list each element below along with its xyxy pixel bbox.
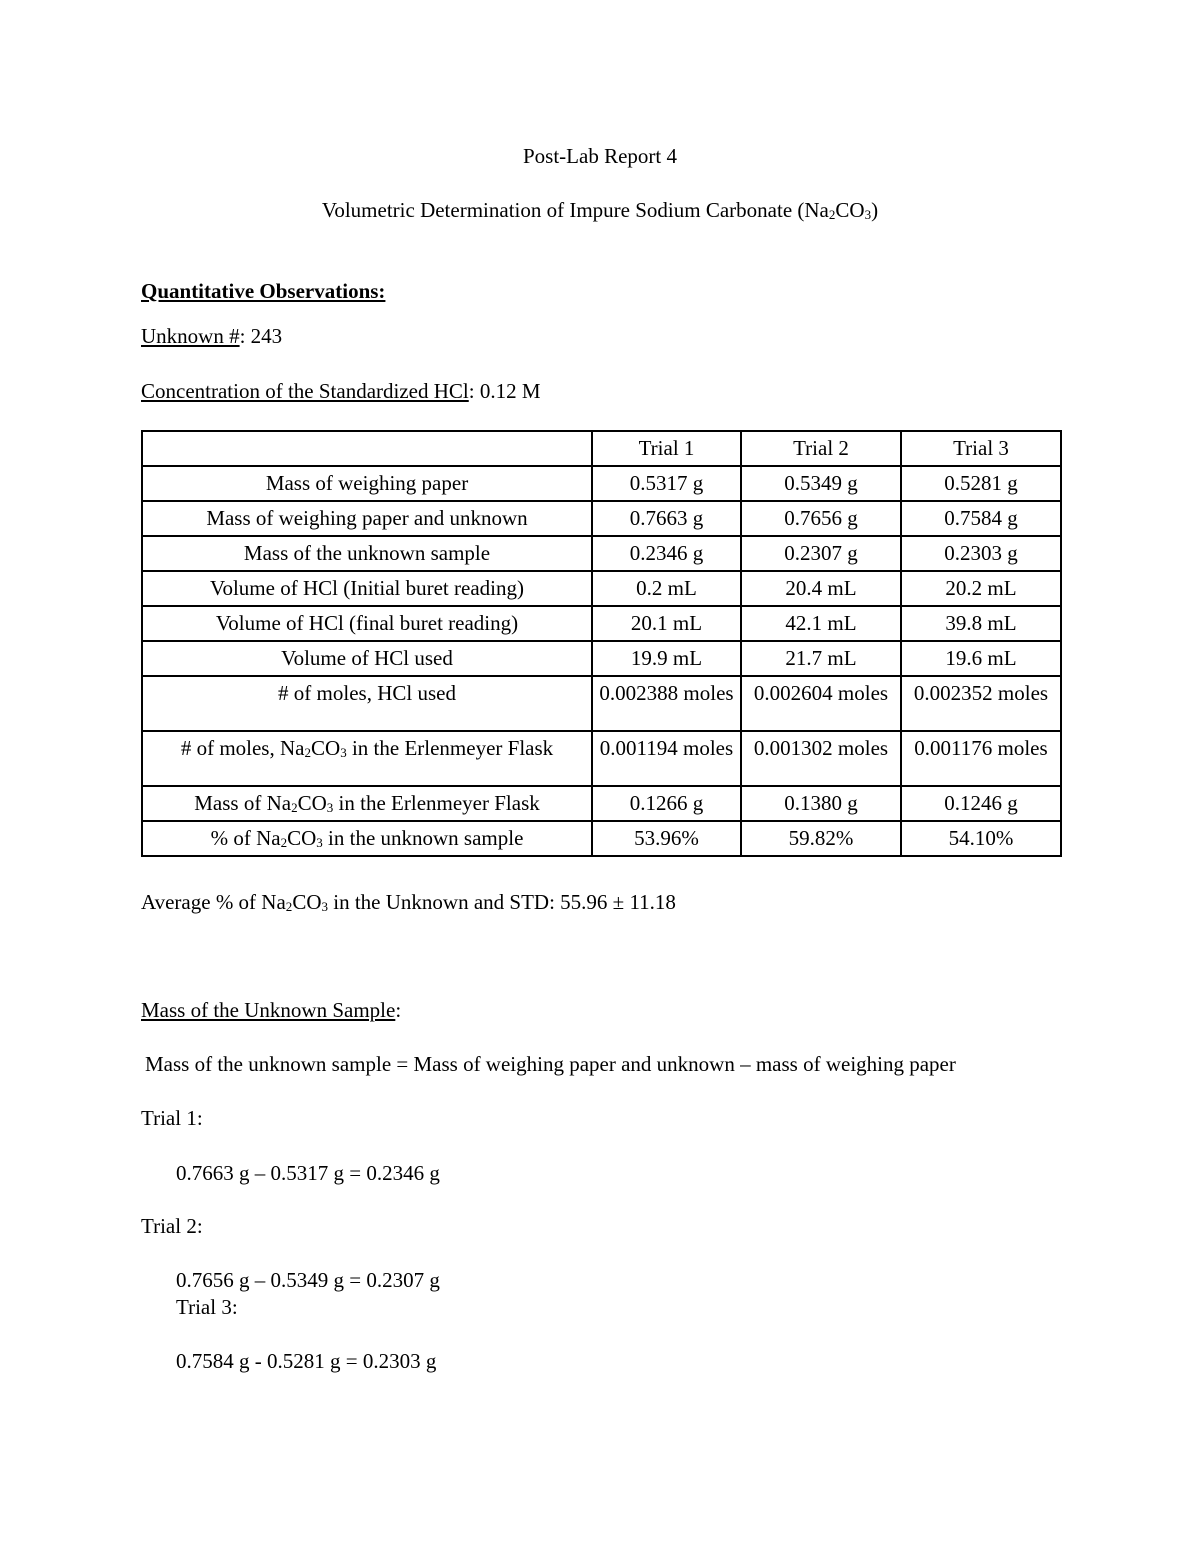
table-cell: 20.2 mL	[901, 571, 1061, 606]
table-cell: 0.2303 g	[901, 536, 1061, 571]
table-cell: 54.10%	[901, 821, 1061, 856]
trial-1-label: Trial 1:	[141, 1106, 203, 1130]
unknown-number-label: Unknown #	[141, 324, 240, 348]
table-cell: 0.7663 g	[592, 501, 741, 536]
table-cell: 19.6 mL	[901, 641, 1061, 676]
table-row	[142, 466, 1061, 501]
row-label: Mass of weighing paper	[142, 466, 592, 501]
row-label: Volume of HCl (final buret reading)	[142, 606, 592, 641]
table-cell: 0.2 mL	[592, 571, 741, 606]
row-label: Mass of $Na_2CO_3$ in the Erlenmeyer Flask	[142, 786, 592, 821]
table-cell: 39.8 mL	[901, 606, 1061, 641]
trial-3-label: Trial 3:	[176, 1295, 238, 1319]
unknown-number-line	[141, 325, 282, 348]
row-label: Mass of the unknown sample	[142, 536, 592, 571]
trial-2-calculation: 0.7656 g – 0.5349 g = 0.2307 g	[176, 1268, 440, 1292]
table-row	[142, 536, 1061, 571]
table-header-cell: Trial 3	[901, 431, 1061, 466]
report-title: Post-Lab Report 4	[523, 144, 677, 168]
table-row	[142, 606, 1061, 641]
table-cell: 42.1 mL	[741, 606, 901, 641]
table-header-cell: Trial 2	[741, 431, 901, 466]
table-row	[142, 641, 1061, 676]
table-cell: 19.9 mL	[592, 641, 741, 676]
table-row	[142, 786, 1061, 821]
observations-table	[141, 430, 1062, 857]
table-row	[142, 731, 1061, 786]
row-label: Volume of HCl used	[142, 641, 592, 676]
table-cell: 59.82%	[741, 821, 901, 856]
row-label: % of $Na_2CO_3$ in the unknown sample	[142, 821, 592, 856]
report-subtitle: Volumetric Determination of Impure Sodium Carbonate $(Na_2CO_3)$	[321, 198, 879, 222]
table-header-cell: Trial 1	[592, 431, 741, 466]
mass-unknown-heading: Mass of the Unknown Sample:	[141, 998, 402, 1022]
table-cell: 0.002604 moles	[741, 676, 901, 731]
row-label: Volume of HCl (Initial buret reading)	[142, 571, 592, 606]
table-cell: 0.5349 g	[741, 466, 901, 501]
trial-2-label: Trial 2:	[141, 1214, 203, 1238]
table-header-row	[142, 431, 1061, 466]
table-cell: 21.7 mL	[741, 641, 901, 676]
table-cell: 0.1246 g	[901, 786, 1061, 821]
table-cell: 0.5281 g	[901, 466, 1061, 501]
table-cell: 0.001302 moles	[741, 731, 901, 786]
trial-1-calculation: 0.7663 g – 0.5317 g = 0.2346 g	[176, 1161, 440, 1185]
table-cell: 53.96%	[592, 821, 741, 856]
row-label: Mass of weighing paper and unknown	[142, 501, 592, 536]
table-row	[142, 676, 1061, 731]
table-header-cell	[142, 431, 592, 466]
table-row	[142, 571, 1061, 606]
table-cell: 20.4 mL	[741, 571, 901, 606]
table-cell: 0.002352 moles	[901, 676, 1061, 731]
row-label: # of moles, HCl used	[142, 676, 592, 731]
table-cell: 0.7656 g	[741, 501, 901, 536]
table-cell: 20.1 mL	[592, 606, 741, 641]
row-label: # of moles, $Na_2CO_3$ in the Erlenmeyer Flask	[142, 731, 592, 786]
trial-3-calculation: 0.7584 g - 0.5281 g = 0.2303 g	[176, 1349, 437, 1373]
unknown-number-value: : 243	[239, 324, 283, 348]
table-cell: 0.001194 moles	[592, 731, 741, 786]
mass-formula: Mass of the unknown sample = Mass of weighing paper and unknown – mass of weighing paper	[145, 1052, 956, 1076]
hcl-concentration-label: Concentration of the Standardized HCl	[141, 379, 469, 403]
table-cell: 0.001176 moles	[901, 731, 1061, 786]
hcl-concentration-value: : 0.12 M	[468, 379, 541, 403]
table-cell: 0.2307 g	[741, 536, 901, 571]
table-cell: 0.2346 g	[592, 536, 741, 571]
table-row	[142, 501, 1061, 536]
section-heading-quantitative-observations: Quantitative Observations:	[141, 279, 386, 303]
table-row	[142, 821, 1061, 856]
table-cell: 0.1380 g	[741, 786, 901, 821]
table-cell: 0.7584 g	[901, 501, 1061, 536]
table-cell: 0.002388 moles	[592, 676, 741, 731]
hcl-concentration-line	[141, 380, 541, 403]
table-cell: 0.5317 g	[592, 466, 741, 501]
table-cell: 0.1266 g	[592, 786, 741, 821]
average-percent-line: Average % of $Na_2CO_3$ in the Unknown and STD: 55.96 ± 11.18	[141, 890, 676, 914]
